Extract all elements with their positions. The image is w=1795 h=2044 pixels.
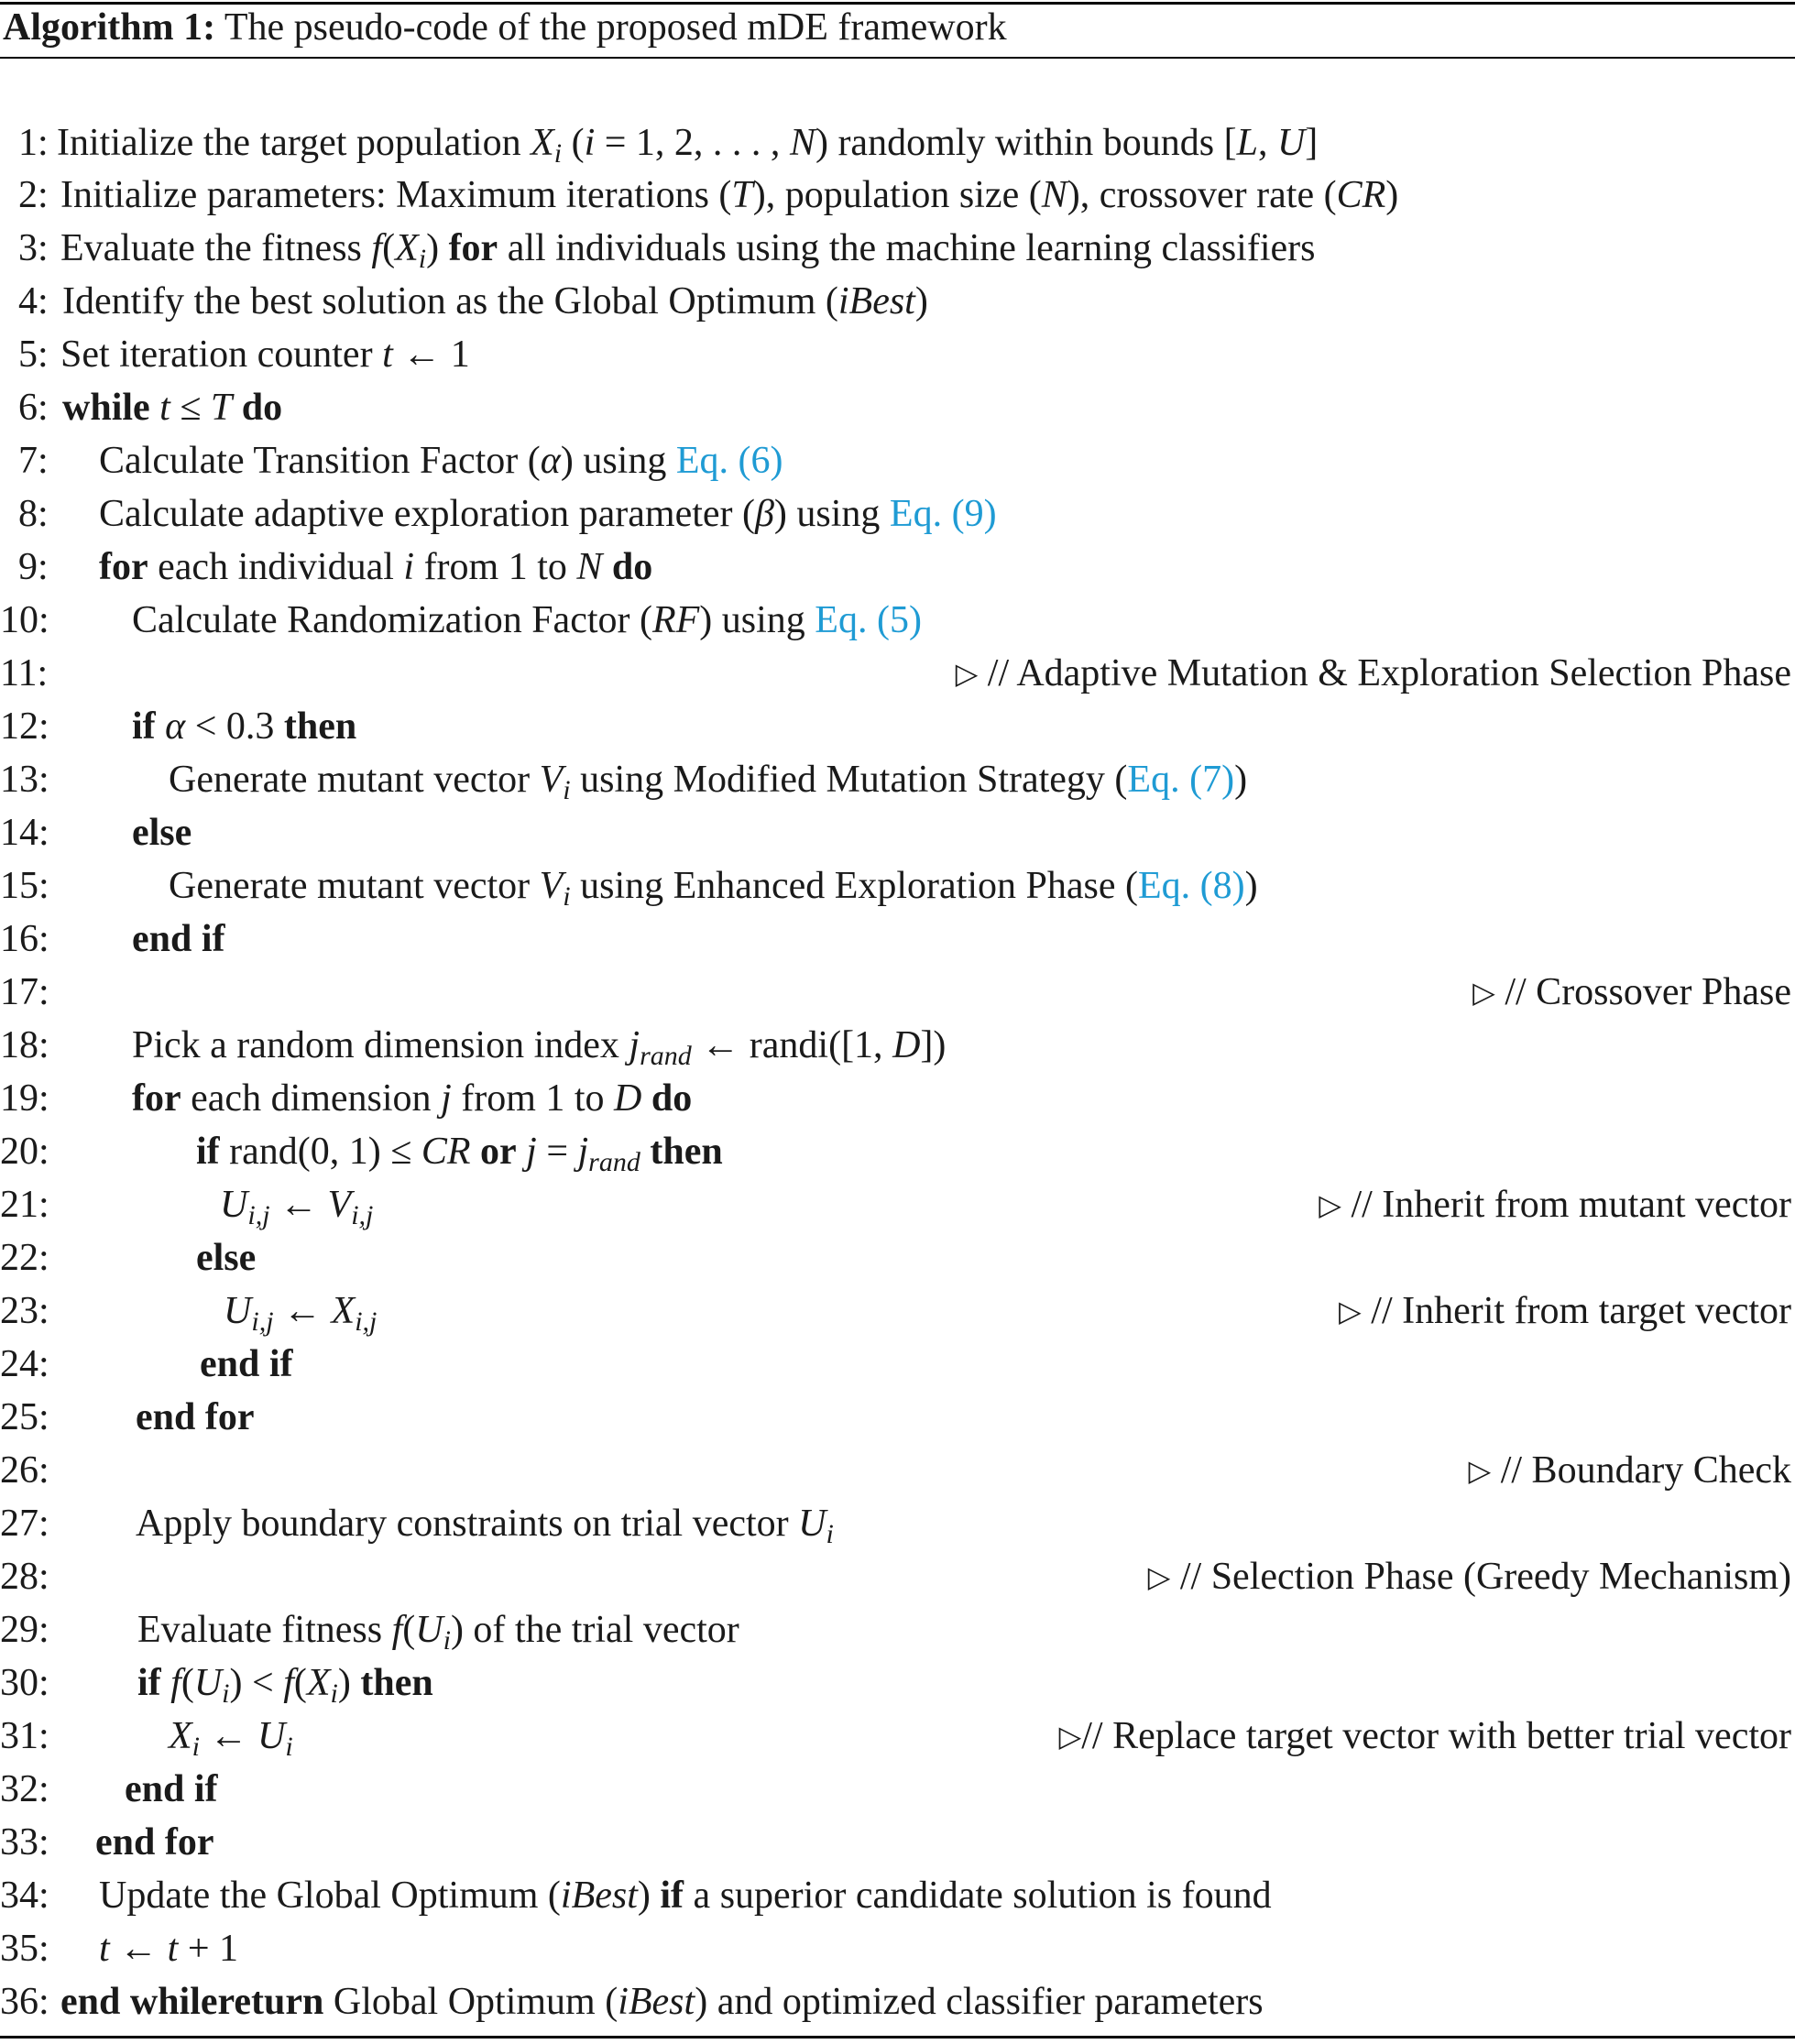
line-code: Evaluate fitness $f(U_i)$ of the trial vector [137, 1609, 739, 1656]
line-comment: ▷ // Inherit from target vector [1339, 1290, 1791, 1332]
line-code: end for [95, 1821, 214, 1864]
line-code: Update the Global Optimum (iBest) if a superior candidate solution is found [99, 1875, 1272, 1917]
algorithm-line [0, 966, 1795, 1019]
line-code: Set iteration counter t ← 1 [60, 333, 470, 376]
line-number: 22: [0, 1237, 49, 1279]
algorithm-line [0, 381, 1795, 434]
line-number: 5: [18, 333, 49, 376]
line-number: 25: [0, 1396, 49, 1438]
comment-triangle-icon: ▷ [1472, 976, 1495, 1009]
line-number: 10: [0, 599, 49, 641]
line-number: 13: [0, 759, 49, 801]
algorithm-line [0, 1816, 1795, 1869]
line-code: $U_{i,j}$ ← $V_{i,j}$ [220, 1184, 374, 1230]
line-number: 23: [0, 1290, 49, 1332]
line-comment: ▷ // Boundary Check [1468, 1449, 1791, 1492]
line-number: 28: [0, 1556, 49, 1598]
bottom-rule [0, 2036, 1795, 2039]
line-number: 34: [0, 1875, 49, 1917]
caption-rule [0, 57, 1795, 59]
line-number: 6: [18, 387, 49, 429]
line-code: end if [132, 918, 225, 960]
algorithm-line [0, 806, 1795, 859]
line-code: Identify the best solution as the Global Optimum (iBest) [62, 280, 928, 322]
comment-triangle-icon: ▷ [1058, 1720, 1082, 1753]
algorithm-line [0, 859, 1795, 913]
algorithm-line [0, 1869, 1795, 1922]
line-number: 15: [0, 865, 49, 907]
line-code: if $f(U_i) < f(X_i)$ then [137, 1662, 433, 1709]
comment-triangle-icon: ▷ [1319, 1188, 1341, 1221]
algorithm-line [0, 1338, 1795, 1391]
algorithm-line [0, 1656, 1795, 1710]
algorithm-line [0, 328, 1795, 381]
algorithm-line [0, 1975, 1795, 2028]
line-code: Apply boundary constraints on trial vector $U_i$ [136, 1503, 834, 1549]
line-code: Initialize the target population $X_i$ (i = 1, 2, . . . , N) randomly within bounds [L, U] [57, 122, 1319, 169]
algorithm-line [0, 275, 1795, 328]
algorithm-line [0, 1603, 1795, 1656]
line-code: while t ≤ T do [62, 387, 283, 429]
line-number: 35: [0, 1928, 49, 1970]
line-number: 8: [18, 493, 49, 535]
algorithm-line [0, 541, 1795, 594]
line-number: 32: [0, 1768, 49, 1810]
line-code: Calculate Transition Factor (α) using Eq. (6) [99, 440, 783, 482]
line-comment: ▷ // Adaptive Mutation & Exploration Selection Phase [955, 652, 1791, 694]
equation-link[interactable]: Eq. (5) [815, 599, 922, 641]
algorithm-line [0, 1444, 1795, 1497]
line-comment: ▷ // Inherit from mutant vector [1319, 1184, 1791, 1226]
line-number: 9: [18, 546, 49, 588]
algorithm-line [0, 1497, 1795, 1550]
line-number: 4: [18, 280, 49, 322]
comment-triangle-icon: ▷ [1468, 1454, 1492, 1487]
line-number: 7: [18, 440, 49, 482]
line-code: for each individual i from 1 to N do [99, 546, 653, 588]
line-comment: ▷ // Selection Phase (Greedy Mechanism) [1147, 1556, 1791, 1598]
algorithm-caption [3, 3, 1007, 52]
algorithm-line [0, 913, 1795, 966]
algorithm-line [0, 700, 1795, 753]
line-code: else [132, 812, 192, 854]
algorithm-line [0, 434, 1795, 487]
line-number: 19: [0, 1077, 49, 1120]
equation-link[interactable]: Eq. (6) [675, 440, 783, 482]
line-code: Calculate Randomization Factor (RF) using Eq. (5) [132, 599, 922, 641]
algorithm-line [0, 647, 1795, 700]
line-code: if rand(0, 1) ≤ CR or $j = j_{rand}$ then [196, 1131, 723, 1177]
line-code: else [196, 1237, 257, 1279]
algorithm-line [0, 753, 1795, 806]
line-code: for each dimension j from 1 to D do [132, 1077, 693, 1120]
line-number: 31: [0, 1715, 49, 1757]
line-number: 30: [0, 1662, 49, 1704]
line-number: 21: [0, 1184, 49, 1226]
equation-link[interactable]: Eq. (7) [1127, 759, 1235, 801]
algorithm-line [0, 1125, 1795, 1178]
caption-label: Algorithm 1: [3, 6, 216, 49]
algorithm-line [0, 594, 1795, 647]
line-number: 26: [0, 1449, 49, 1492]
line-number: 12: [0, 705, 49, 748]
line-code: end if [125, 1768, 218, 1810]
comment-triangle-icon: ▷ [1339, 1295, 1362, 1328]
line-number: 3: [18, 227, 49, 269]
line-number: 24: [0, 1343, 49, 1385]
line-code: Initialize parameters: Maximum iterations (T), population size (N), crossover rate (CR) [60, 174, 1399, 216]
algorithm-line [0, 1391, 1795, 1444]
line-number: 27: [0, 1503, 49, 1545]
comment-triangle-icon: ▷ [1147, 1560, 1171, 1593]
caption-text: The pseudo-code of the proposed mDE framework [215, 6, 1007, 49]
line-code: Generate mutant vector $V_i$ using Enhanced Exploration Phase (Eq. (8)) [169, 865, 1258, 912]
line-number: 11: [0, 652, 49, 694]
algorithm-line [0, 116, 1795, 169]
algorithm-line [0, 222, 1795, 275]
line-number: 36: [0, 1981, 49, 2023]
algorithm-line [0, 487, 1795, 541]
line-comment: ▷// Replace target vector with better trial vector [1058, 1715, 1791, 1757]
line-code: end for [136, 1396, 255, 1438]
algorithm-line [0, 1072, 1795, 1125]
algorithm-line [0, 1019, 1795, 1072]
algorithm-line [0, 169, 1795, 222]
line-number: 18: [0, 1024, 49, 1066]
algorithm-line [0, 1922, 1795, 1975]
line-code: end whilereturn Global Optimum (iBest) and optimized classifier parameters [60, 1981, 1264, 2023]
line-number: 17: [0, 971, 49, 1013]
line-code: $X_i$ ← $U_i$ [169, 1715, 293, 1762]
line-code: end if [200, 1343, 293, 1385]
line-code: Evaluate the fitness $f(X_i)$ for all individuals using the machine learning classifiers [60, 227, 1316, 274]
line-code: Generate mutant vector $V_i$ using Modified Mutation Strategy (Eq. (7)) [169, 759, 1248, 805]
line-number: 29: [0, 1609, 49, 1651]
algorithm-line [0, 1284, 1795, 1338]
algorithm-line [0, 1178, 1795, 1231]
algorithm-line [0, 1550, 1795, 1603]
algorithm-line [0, 1231, 1795, 1284]
algorithm-line [0, 1763, 1795, 1816]
line-code: Calculate adaptive exploration parameter (β) using Eq. (9) [99, 493, 997, 535]
line-number: 16: [0, 918, 49, 960]
algorithm-line [0, 1710, 1795, 1763]
comment-triangle-icon: ▷ [955, 657, 979, 690]
line-code: Pick a random dimension index $j_{rand}$ ← randi([1, D]) [132, 1024, 947, 1071]
line-number: 20: [0, 1131, 49, 1173]
equation-link[interactable]: Eq. (8) [1138, 865, 1245, 907]
line-number: 33: [0, 1821, 49, 1864]
line-comment: ▷ // Crossover Phase [1472, 971, 1791, 1013]
line-code: $U_{i,j}$ ← $X_{i,j}$ [224, 1290, 378, 1337]
line-number: 2: [18, 174, 49, 216]
line-code: t ← t + 1 [99, 1928, 239, 1970]
equation-link[interactable]: Eq. (9) [889, 493, 997, 535]
line-number: 14: [0, 812, 49, 854]
line-code: if α < 0.3 then [132, 705, 357, 748]
line-number: 1: [18, 122, 49, 164]
